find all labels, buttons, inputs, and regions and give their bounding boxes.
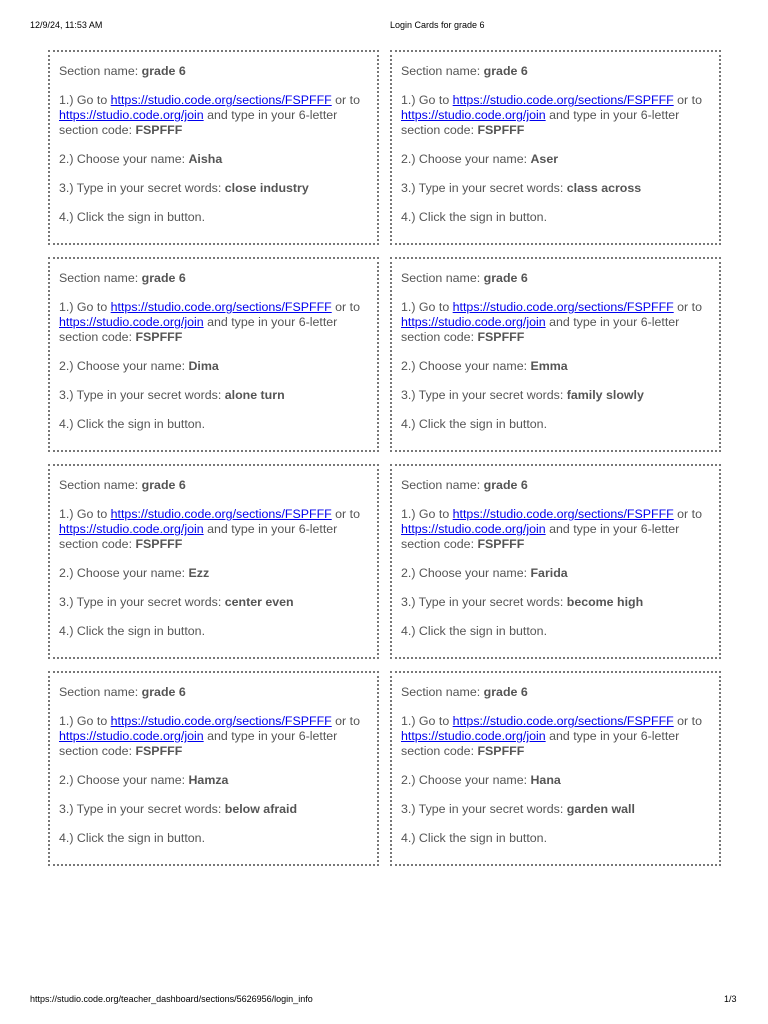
step-2: 2.) Choose your name: Ezz bbox=[59, 566, 210, 580]
step-4: 4.) Click the sign in button. bbox=[401, 624, 548, 638]
secret-words: class across bbox=[566, 181, 642, 195]
section-line: Section name: grade 6 bbox=[401, 478, 528, 492]
student-name: Farida bbox=[530, 566, 568, 580]
step-3: 3.) Type in your secret words: garden wall bbox=[401, 802, 635, 816]
section-link[interactable]: https://studio.code.org/sections/FSPFFF bbox=[110, 507, 332, 521]
section-line: Section name: grade 6 bbox=[401, 685, 528, 699]
section-link[interactable]: https://studio.code.org/sections/FSPFFF bbox=[452, 300, 674, 314]
step-4: 4.) Click the sign in button. bbox=[59, 624, 206, 638]
section-name: grade 6 bbox=[483, 271, 528, 285]
login-card bbox=[390, 50, 721, 245]
section-line: Section name: grade 6 bbox=[401, 271, 528, 285]
section-code: FSPFFF bbox=[135, 330, 183, 344]
print-footer-url: https://studio.code.org/teacher_dashboard/sections/5626956/login_info bbox=[30, 994, 313, 1004]
section-code: FSPFFF bbox=[477, 744, 525, 758]
join-link[interactable]: https://studio.code.org/join bbox=[401, 522, 546, 536]
step-2: 2.) Choose your name: Hamza bbox=[59, 773, 229, 787]
secret-words: center even bbox=[224, 595, 294, 609]
step-2: 2.) Choose your name: Dima bbox=[59, 359, 219, 373]
page-number: 1/3 bbox=[724, 994, 737, 1004]
section-code: FSPFFF bbox=[135, 744, 183, 758]
student-name: Aser bbox=[530, 152, 559, 166]
section-name: grade 6 bbox=[141, 64, 186, 78]
secret-words: close industry bbox=[224, 181, 309, 195]
login-card bbox=[48, 671, 379, 866]
step-4: 4.) Click the sign in button. bbox=[59, 417, 206, 431]
step-2: 2.) Choose your name: Farida bbox=[401, 566, 568, 580]
step-2: 2.) Choose your name: Hana bbox=[401, 773, 561, 787]
step-1: 1.) Go to https://studio.code.org/sections/FSPFFF or to https://studio.code.org/join and type in your 6-letter section code: FSPFFF bbox=[59, 507, 360, 551]
section-name: grade 6 bbox=[141, 478, 186, 492]
login-card bbox=[390, 464, 721, 659]
section-code: FSPFFF bbox=[135, 537, 183, 551]
section-code: FSPFFF bbox=[477, 330, 525, 344]
login-cards-grid bbox=[48, 50, 721, 866]
secret-words: family slowly bbox=[566, 388, 644, 402]
step-2: 2.) Choose your name: Aser bbox=[401, 152, 559, 166]
section-name: grade 6 bbox=[483, 64, 528, 78]
join-link[interactable]: https://studio.code.org/join bbox=[401, 729, 546, 743]
step-1: 1.) Go to https://studio.code.org/sections/FSPFFF or to https://studio.code.org/join and type in your 6-letter section code: FSPFFF bbox=[59, 93, 360, 137]
section-line: Section name: grade 6 bbox=[59, 478, 186, 492]
step-3: 3.) Type in your secret words: close industry bbox=[59, 181, 309, 195]
secret-words: garden wall bbox=[566, 802, 635, 816]
section-name: grade 6 bbox=[483, 478, 528, 492]
step-4: 4.) Click the sign in button. bbox=[59, 831, 206, 845]
section-name: grade 6 bbox=[483, 685, 528, 699]
section-link[interactable]: https://studio.code.org/sections/FSPFFF bbox=[110, 714, 332, 728]
print-title: Login Cards for grade 6 bbox=[390, 20, 485, 30]
secret-words: become high bbox=[566, 595, 644, 609]
student-name: Aisha bbox=[188, 152, 223, 166]
join-link[interactable]: https://studio.code.org/join bbox=[59, 315, 204, 329]
step-3: 3.) Type in your secret words: family slowly bbox=[401, 388, 644, 402]
secret-words: below afraid bbox=[224, 802, 298, 816]
student-name: Dima bbox=[188, 359, 219, 373]
student-name: Hamza bbox=[188, 773, 229, 787]
join-link[interactable]: https://studio.code.org/join bbox=[59, 108, 204, 122]
step-4: 4.) Click the sign in button. bbox=[59, 210, 206, 224]
step-3: 3.) Type in your secret words: center even bbox=[59, 595, 294, 609]
step-3: 3.) Type in your secret words: alone turn bbox=[59, 388, 285, 402]
student-name: Hana bbox=[530, 773, 561, 787]
join-link[interactable]: https://studio.code.org/join bbox=[401, 108, 546, 122]
section-link[interactable]: https://studio.code.org/sections/FSPFFF bbox=[452, 714, 674, 728]
step-1: 1.) Go to https://studio.code.org/sections/FSPFFF or to https://studio.code.org/join and type in your 6-letter section code: FSPFFF bbox=[401, 507, 702, 551]
login-card bbox=[48, 50, 379, 245]
section-link[interactable]: https://studio.code.org/sections/FSPFFF bbox=[110, 93, 332, 107]
section-line: Section name: grade 6 bbox=[59, 685, 186, 699]
section-link[interactable]: https://studio.code.org/sections/FSPFFF bbox=[110, 300, 332, 314]
step-2: 2.) Choose your name: Emma bbox=[401, 359, 568, 373]
student-name: Ezz bbox=[188, 566, 210, 580]
login-card bbox=[390, 257, 721, 452]
login-card bbox=[48, 464, 379, 659]
step-3: 3.) Type in your secret words: become high bbox=[401, 595, 644, 609]
section-name: grade 6 bbox=[141, 271, 186, 285]
section-link[interactable]: https://studio.code.org/sections/FSPFFF bbox=[452, 93, 674, 107]
step-1: 1.) Go to https://studio.code.org/sections/FSPFFF or to https://studio.code.org/join and type in your 6-letter section code: FSPFFF bbox=[401, 300, 702, 344]
step-1: 1.) Go to https://studio.code.org/sections/FSPFFF or to https://studio.code.org/join and type in your 6-letter section code: FSPFFF bbox=[401, 93, 702, 137]
student-name: Emma bbox=[530, 359, 568, 373]
step-4: 4.) Click the sign in button. bbox=[401, 417, 548, 431]
step-1: 1.) Go to https://studio.code.org/sections/FSPFFF or to https://studio.code.org/join and type in your 6-letter section code: FSPFFF bbox=[59, 714, 360, 758]
section-line: Section name: grade 6 bbox=[59, 271, 186, 285]
step-4: 4.) Click the sign in button. bbox=[401, 210, 548, 224]
section-code: FSPFFF bbox=[477, 123, 525, 137]
section-line: Section name: grade 6 bbox=[59, 64, 186, 78]
login-card bbox=[390, 671, 721, 866]
join-link[interactable]: https://studio.code.org/join bbox=[401, 315, 546, 329]
step-3: 3.) Type in your secret words: below afraid bbox=[59, 802, 298, 816]
join-link[interactable]: https://studio.code.org/join bbox=[59, 522, 204, 536]
step-4: 4.) Click the sign in button. bbox=[401, 831, 548, 845]
section-line: Section name: grade 6 bbox=[401, 64, 528, 78]
secret-words: alone turn bbox=[224, 388, 285, 402]
step-1: 1.) Go to https://studio.code.org/sections/FSPFFF or to https://studio.code.org/join and type in your 6-letter section code: FSPFFF bbox=[59, 300, 360, 344]
step-1: 1.) Go to https://studio.code.org/sections/FSPFFF or to https://studio.code.org/join and type in your 6-letter section code: FSPFFF bbox=[401, 714, 702, 758]
step-3: 3.) Type in your secret words: class across bbox=[401, 181, 642, 195]
print-date: 12/9/24, 11:53 AM bbox=[30, 20, 103, 30]
section-name: grade 6 bbox=[141, 685, 186, 699]
section-link[interactable]: https://studio.code.org/sections/FSPFFF bbox=[452, 507, 674, 521]
join-link[interactable]: https://studio.code.org/join bbox=[59, 729, 204, 743]
section-code: FSPFFF bbox=[477, 537, 525, 551]
section-code: FSPFFF bbox=[135, 123, 183, 137]
step-2: 2.) Choose your name: Aisha bbox=[59, 152, 223, 166]
login-card bbox=[48, 257, 379, 452]
